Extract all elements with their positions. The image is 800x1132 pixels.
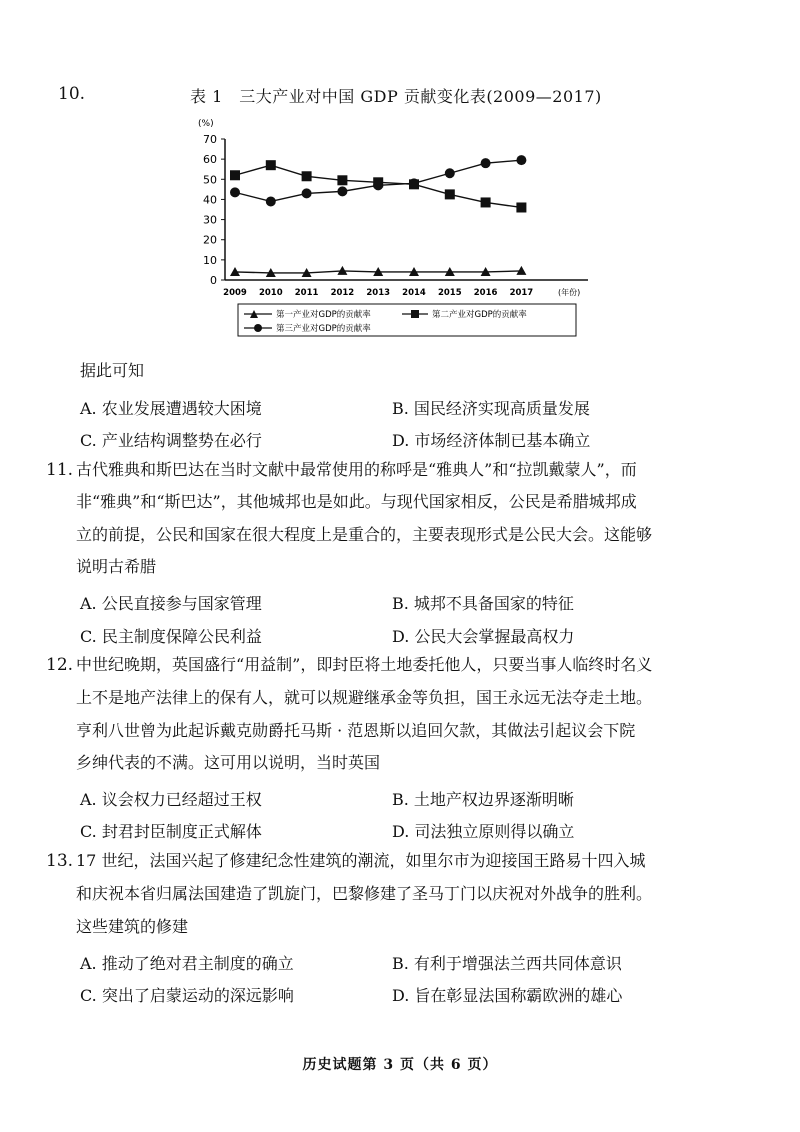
point-secondary	[516, 202, 526, 212]
point-tertiary	[266, 196, 276, 206]
q13-option-a[interactable]: A. 推动了绝对君主制度的确立	[80, 954, 294, 973]
x-tick-label: 2015	[437, 288, 462, 298]
gdp-contribution-chart	[180, 112, 600, 344]
q11-line-3: 立的前提，公民和国家在很大程度上是重合的，主要表现形式是公民大会。这能够	[76, 525, 653, 544]
y-tick-label: 40	[203, 193, 217, 207]
q12-line-3: 亨利八世曾为此起诉戴克勋爵托马斯 · 范恩斯以追回欠款，其做法引起议会下院	[76, 721, 636, 740]
q11-option-d[interactable]: D. 公民大会掌握最高权力	[392, 627, 575, 646]
point-secondary	[266, 160, 276, 170]
legend-item-secondary	[402, 309, 527, 320]
page-footer: 历史试题第 3 页（共 6 页）	[302, 1057, 498, 1073]
legend-circle-marker	[254, 324, 262, 332]
y-tick-label: 50	[203, 173, 217, 187]
q10-option-c[interactable]: C. 产业结构调整势在必行	[80, 431, 262, 450]
q12-option-c[interactable]: C. 封君封臣制度正式解体	[80, 822, 262, 841]
q13-number: 13.	[46, 851, 74, 871]
point-tertiary	[481, 158, 491, 168]
x-tick-label: 2011	[294, 288, 319, 298]
q13-line-2: 和庆祝本省归属法国建造了凯旋门，巴黎修建了圣马丁门以庆祝对外战争的胜利。	[76, 884, 653, 903]
x-tick-label: 2016	[473, 288, 498, 298]
q10-number: 10.	[58, 84, 86, 104]
x-tick-label: 2012	[330, 288, 355, 298]
point-secondary	[445, 189, 455, 199]
q13-option-c[interactable]: C. 突出了启蒙运动的深远影响	[80, 986, 294, 1005]
legend-label-secondary: 第二产业对GDP的贡献率	[432, 310, 527, 320]
x-axis-unit: (年份)	[558, 288, 581, 297]
legend-label-tertiary: 第三产业对GDP的贡献率	[276, 324, 371, 334]
x-tick-label: 2013	[366, 288, 391, 298]
q10-stem: 据此可知	[80, 361, 145, 380]
point-tertiary	[373, 180, 383, 190]
chart-title: 表 1 三大产业对中国 GDP 贡献变化表(2009—2017)	[190, 87, 602, 106]
q13-line-1: 17 世纪，法国兴起了修建纪念性建筑的潮流，如里尔市为迎接国王路易十四入城	[76, 851, 646, 870]
q11-option-a[interactable]: A. 公民直接参与国家管理	[80, 594, 262, 613]
y-tick-label: 60	[203, 153, 217, 167]
q12-line-2: 上不是地产法律上的保有人，就可以规避继承金等负担，国王永远无法夺走土地。	[76, 688, 653, 707]
q11-line-4: 说明古希腊	[76, 557, 157, 576]
y-tick-label: 0	[210, 274, 217, 287]
legend-square-marker	[411, 310, 419, 318]
x-tick-label: 2014	[402, 288, 426, 298]
q10-option-d[interactable]: D. 市场经济体制已基本确立	[392, 431, 591, 450]
point-tertiary	[337, 186, 347, 196]
q12-line-1: 中世纪晚期，英国盛行“用益制”，即封臣将土地委托他人，只要当事人临终时名义	[76, 655, 653, 674]
q11-option-c[interactable]: C. 民主制度保障公民利益	[80, 627, 262, 646]
point-tertiary	[516, 155, 526, 165]
q11-number: 11.	[46, 460, 74, 480]
q11-line-2: 非“雅典”和“斯巴达”，其他城邦也是如此。与现代国家相反，公民是希腊城邦成	[76, 492, 637, 511]
y-tick-label: 70	[203, 133, 217, 146]
point-tertiary	[302, 188, 312, 198]
q11-line-1: 古代雅典和斯巴达在当时文献中最常使用的称呼是“雅典人”和“拉凯戴蒙人”，而	[76, 460, 637, 479]
q11-option-b[interactable]: B. 城邦不具备国家的特征	[392, 594, 574, 613]
x-tick-label: 2017	[509, 288, 534, 298]
q12-option-d[interactable]: D. 司法独立原则得以确立	[392, 822, 575, 841]
point-secondary	[230, 170, 240, 180]
q12-option-a[interactable]: A. 议会权力已经超过王权	[80, 790, 262, 809]
legend-item-primary	[244, 309, 371, 320]
q12-line-4: 乡绅代表的不满。这可用以说明，当时英国	[76, 753, 381, 772]
point-tertiary	[409, 178, 419, 188]
q10-option-a[interactable]: A. 农业发展遭遇较大困境	[80, 399, 262, 418]
point-tertiary	[230, 187, 240, 197]
y-axis-unit: (%)	[198, 119, 214, 129]
x-tick-label: 2009	[223, 288, 247, 298]
q13-option-b[interactable]: B. 有利于增强法兰西共同体意识	[392, 954, 622, 973]
q12-option-b[interactable]: B. 土地产权边界逐渐明晰	[392, 790, 574, 809]
y-tick-label: 30	[203, 213, 217, 227]
point-secondary	[302, 171, 312, 181]
point-tertiary	[445, 168, 455, 178]
point-secondary	[481, 197, 491, 207]
q13-option-d[interactable]: D. 旨在彰显法国称霸欧洲的雄心	[392, 986, 623, 1005]
y-tick-label: 10	[203, 253, 217, 267]
legend-item-tertiary	[244, 323, 371, 334]
q10-option-b[interactable]: B. 国民经济实现高质量发展	[392, 399, 590, 418]
x-tick-label: 2010	[258, 288, 283, 298]
legend-label-primary: 第一产业对GDP的贡献率	[276, 310, 371, 320]
y-tick-label: 20	[203, 233, 217, 247]
q12-number: 12.	[46, 655, 74, 675]
point-secondary	[337, 175, 347, 185]
q13-line-3: 这些建筑的修建	[76, 917, 189, 936]
